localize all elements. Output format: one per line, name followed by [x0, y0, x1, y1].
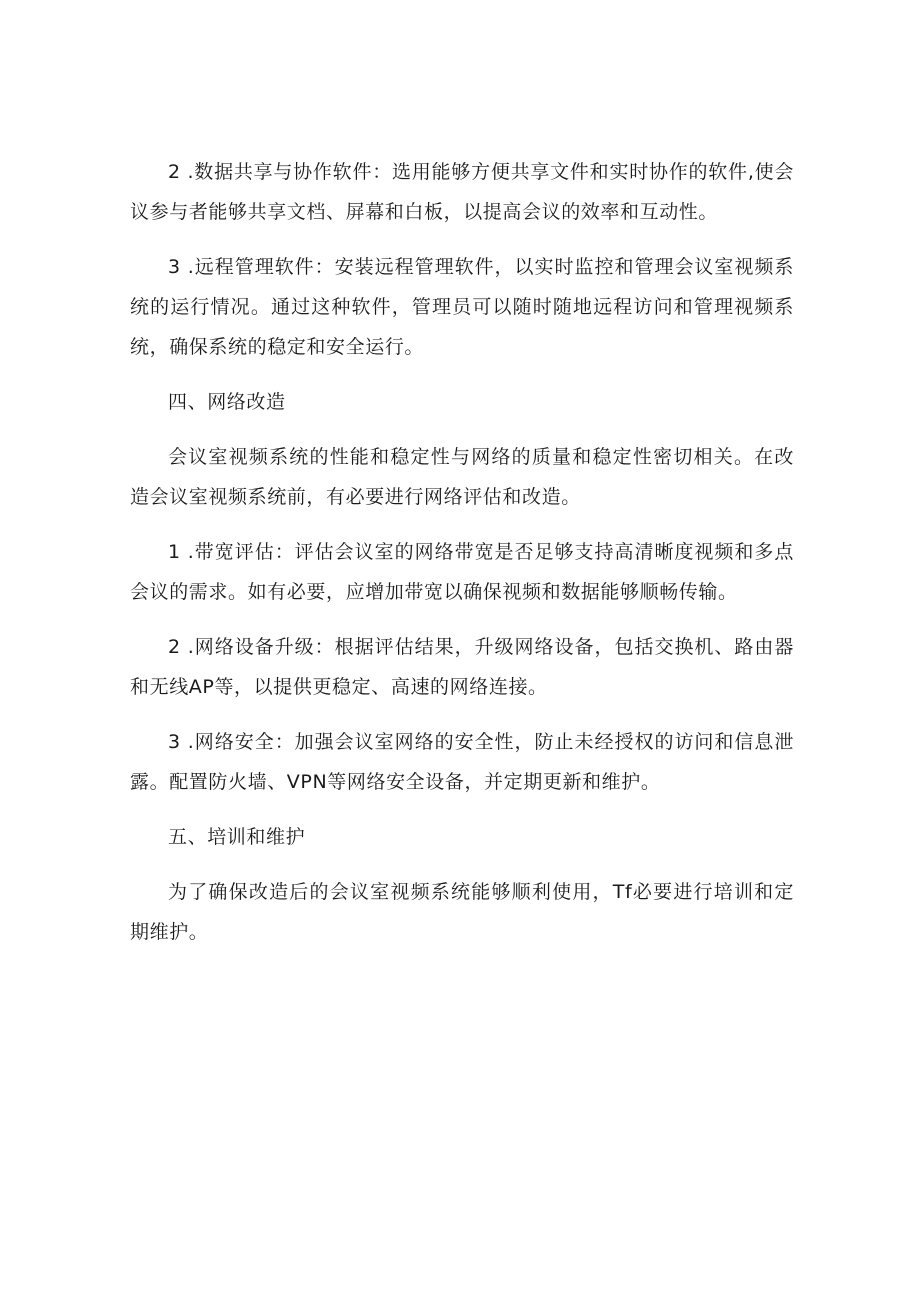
paragraph-network-intro: 会议室视频系统的性能和稳定性与网络的质量和稳定性密切相关。在改造会议室视频系统前，有必要进行网络评估和改造。	[130, 446, 794, 508]
paragraph-training-intro: 为了确保改造后的会议室视频系统能够顺利使用，Tf必要进行培训和定期维护。	[130, 881, 794, 943]
document-body	[130, 152, 794, 952]
paragraph-bandwidth-assessment: 1 .带宽评估：评估会议室的网络带宽是否足够支持高清晰度视频和多点会议的需求。如有必要，应增加带宽以确保视频和数据能够顺畅传输。	[130, 541, 794, 603]
paragraph-remote-management-software: 3 .远程管理软件：安装远程管理软件，以实时监控和管理会议室视频系统的运行情况。通过这种软件，管理员可以随时随地远程访问和管理视频系统，确保系统的稳定和安全运行。	[130, 256, 794, 358]
section-heading-training: 五、培训和维护	[168, 826, 306, 848]
paragraph-data-sharing-software: 2 .数据共享与协作软件：选用能够方便共享文件和实时协作的软件,使会议参与者能够共享文档、屏幕和白板，以提高会议的效率和互动性。	[130, 161, 794, 223]
section-heading-network: 四、网络改造	[168, 391, 286, 413]
paragraph-network-equipment-upgrade: 2 .网络设备升级：根据评估结果，升级网络设备，包括交换机、路由器和无线AP等，以提供更稳定、高速的网络连接。	[130, 636, 794, 698]
paragraph-network-security: 3 .网络安全：加强会议室网络的安全性，防止未经授权的访问和信息泄露。配置防火墙、VPN等网络安全设备，并定期更新和维护。	[130, 731, 794, 793]
